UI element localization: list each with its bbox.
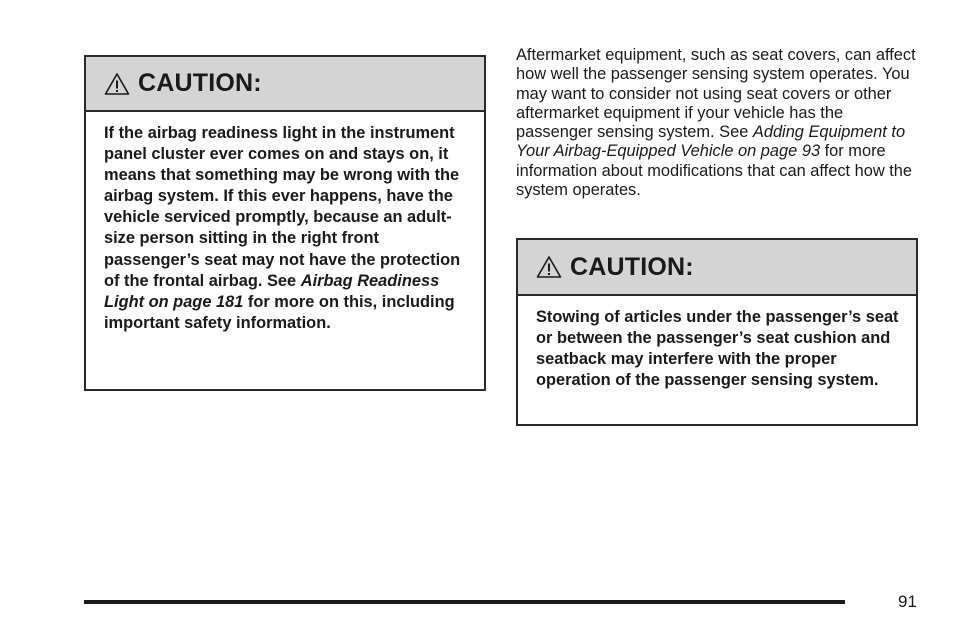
page-number: 91	[898, 592, 917, 611]
caution-text-continued: for more on this, including important safety information.	[104, 292, 455, 332]
footer-divider	[84, 600, 845, 604]
caution-title: CAUTION:	[570, 252, 694, 281]
paragraph-text-continued: for more information about modifications that can affect how the system operates.	[516, 142, 913, 200]
caution-title: CAUTION:	[138, 69, 262, 97]
warning-triangle-icon	[104, 72, 130, 96]
caution-box-airbag-readiness	[84, 55, 486, 391]
caution-body	[86, 112, 484, 334]
caution-header	[518, 240, 916, 296]
aftermarket-equipment-paragraph	[516, 46, 916, 200]
caution-header	[86, 57, 484, 112]
cross-reference-link[interactable]: Airbag Readiness Light on page 181	[104, 271, 440, 311]
warning-triangle-icon	[536, 255, 562, 279]
caution-box-stowing-articles	[516, 238, 918, 426]
caution-body: Stowing of articles under the passenger’s seat or between the passenger’s seat cushion and seatback may interfere with the proper operation of the passenger sensing system.	[536, 308, 899, 390]
paragraph-text: Aftermarket equipment, such as seat covers, can affect how well the passenger sensing system operates. You may want to consider not using seat covers or other aftermarket equipment if your vehicle has the passenger sensing system. See	[516, 46, 916, 142]
caution-text: If the airbag readiness light in the instrument panel cluster ever comes on and stays on, it means that something may be wrong with the airbag system. If this ever happens, have the vehicle serviced promptly, because an adult-size person sitting in the right front passenger’s seat may not have the protection of the frontal airbag. See	[104, 124, 461, 290]
cross-reference-link[interactable]: Adding Equipment to Your Airbag-Equipped Vehicle on page 93	[516, 123, 906, 161]
